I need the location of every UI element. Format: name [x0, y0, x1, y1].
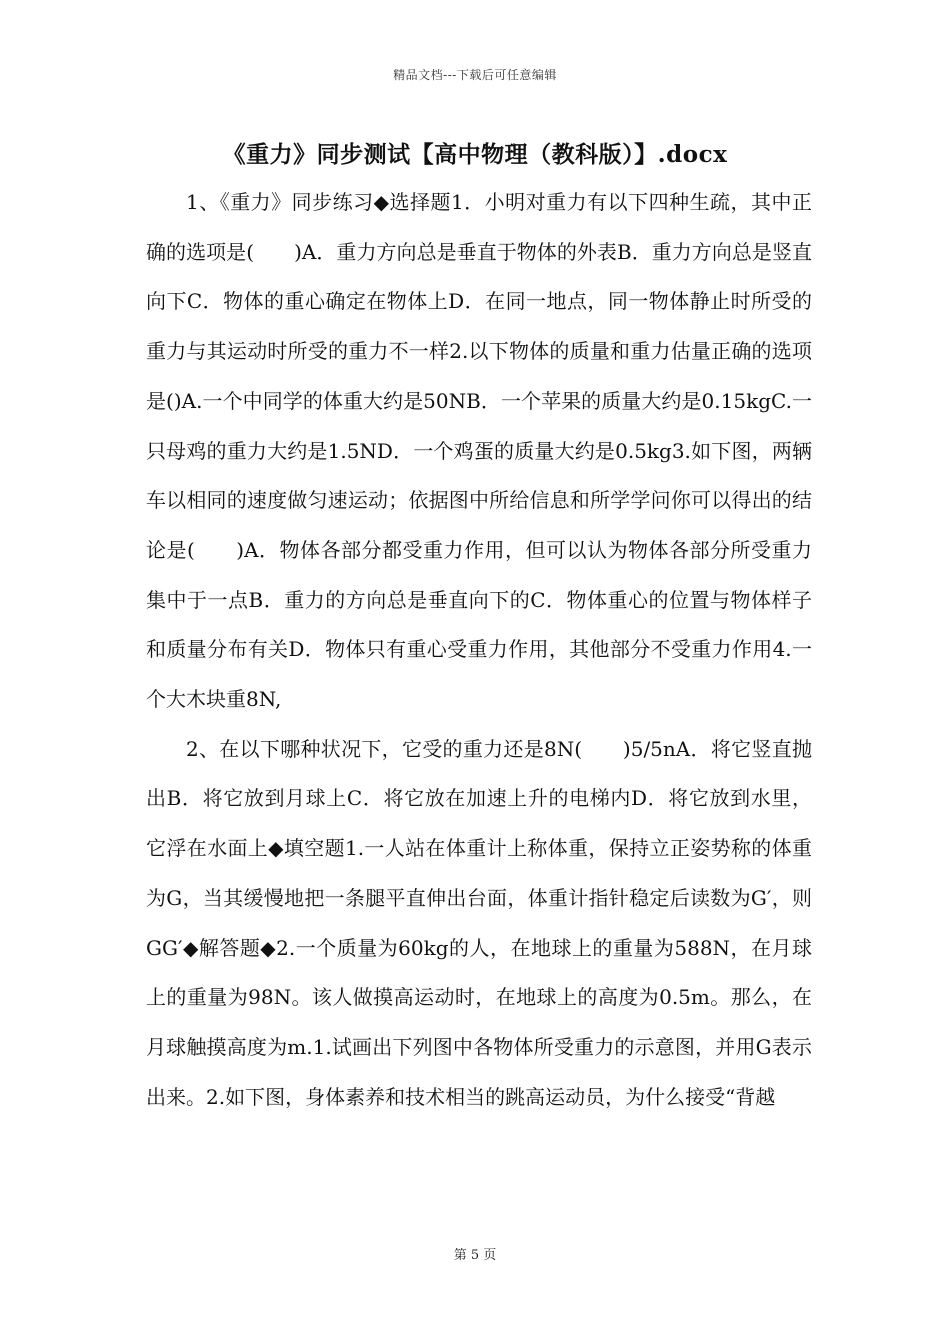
- document-title: 《重力》同步测试【高中物理（教科版）】.docx: [222, 141, 728, 168]
- paragraph-2: 2、在以下哪种状况下，它受的重力还是8N( )5/5nA．将它竖直抛出B．将它放到月球上C．将它放在加速上升的电梯内D．将它放到水里，它浮在水面上◆填空题1.一人站在体重计上称体重，保持立正姿势称的体重为G，当其缓慢地把一条腿平直伸出台面，体重计指针稳定后读数为G′，则GG′◆解答题◆2.一个质量为60kg的人，在地球上的重量为588N，在月球上的重量为98N。该人做摸高运动时，在地球上的高度为0.5m。那么，在月球触摸高度为m.1.试画出下列图中各物体所受重力的示意图，并用G表示出来。2.如下图，身体素养和技术相当的跳高运动员，为什么接受“背越: [146, 736, 812, 1109]
- document-body: [146, 178, 812, 1122]
- paragraph-1: 1、《重力》同步练习◆选择题1．小明对重力有以下四种生疏，其中正确的选项是( )A．重力方向总是垂直于物体的外表B．重力方向总是竖直向下C．物体的重心确定在物体上D．在同一地点，同一物体静止时所受的重力与其运动时所受的重力不一样2.以下物体的质量和重力估量正确的选项是()A.一个中同学的体重大约是50NB．一个苹果的质量大约是0.15kgC.一只母鸡的重力大约是1.5ND．一个鸡蛋的质量大约是0.5kg3.如下图，两辆车以相同的速度做匀速运动；依据图中所给信息和所学学问你可以得出的结论是( )A．物体各部分都受重力作用，但可以认为物体各部分所受重力集中于一点B．重力的方向总是垂直向下的C．物体重心的位置与物体样子和质量分布有关D．物体只有重心受重力作用，其他部分不受重力作用4.一个大木块重8N,: [146, 190, 812, 712]
- header-note: 精品文档---下载后可任意编辑: [393, 68, 557, 82]
- page-number: 第 5 页: [453, 1248, 497, 1263]
